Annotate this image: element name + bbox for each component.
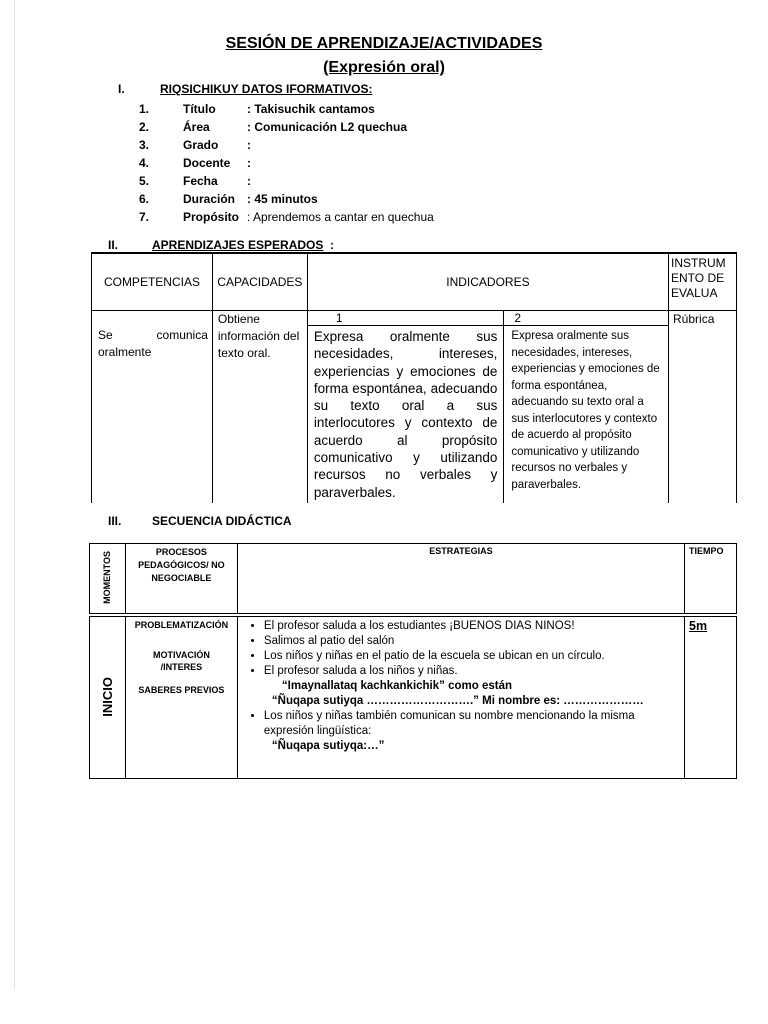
capacidad-cell: Obtiene información del texto oral. — [212, 311, 307, 503]
section1-number: I. — [118, 82, 125, 96]
header-indicadores: INDICADORES — [307, 253, 668, 311]
moment-cell — [90, 617, 126, 779]
strategy-item: • Los niños y niñas también comunican su nombre mencionando la misma expresión lingüística: — [264, 709, 680, 739]
section3-title: SECUENCIA DIDÁCTICA — [152, 514, 292, 528]
info-item: 6. Duración : 45 minutos — [139, 192, 318, 206]
proc-problematizacion: PROBLEMATIZACIÓN — [134, 620, 229, 630]
proc-motivacion: MOTIVACIÓN /INTERES — [153, 650, 210, 672]
info-item: 5. Fecha : — [139, 174, 251, 188]
phrase-name: “Ñuqapa sutiyqa ……………………….” Mi nombre es: ………………… — [271, 695, 644, 707]
page-edge — [14, 0, 15, 990]
header-instrumento: INSTRUM ENTO DE EVALUA — [669, 253, 737, 311]
section3-number: III. — [108, 514, 122, 528]
section2-colon: : — [330, 238, 334, 252]
header-momentos: MOMENTOS — [102, 551, 113, 604]
strategy-item: • Salimos al patio del salón — [264, 634, 680, 649]
section1-title: RIQSICHIKUY DATOS IFORMATIVOS: — [160, 82, 373, 96]
indicator-col-2: 2 — [504, 311, 669, 326]
indicator-2-text: Expresa oralmente sus necesidades, intereses, experiencias y emociones de forma espontánea, adecuando su texto oral a sus interlocutores y contexto de acuerdo al propósito comunicativo y utilizando recursos no verbales y paraverbales. — [504, 326, 669, 503]
info-item: 4. Docente : — [139, 156, 251, 170]
header-procesos: PROCESOS PEDAGÓGICOS/ NO NEGOCIABLE — [125, 544, 237, 614]
info-item: 1. Título : Takisuchik cantamos — [139, 102, 375, 116]
info-item: 3. Grado : — [139, 138, 251, 152]
strategy-item: • Los niños y niñas en el patio de la escuela se ubican en un círculo. — [264, 649, 680, 664]
momentos-header-cell — [90, 544, 126, 614]
learning-table — [91, 252, 737, 503]
moment-inicio: INICIO — [99, 676, 115, 717]
strategy-item: • El profesor saluda a los estudiantes ¡BUENOS DIAS NINOS! — [264, 619, 680, 634]
sequence-table — [89, 543, 737, 779]
section2-title: APRENDIZAJES ESPERADOS — [152, 238, 324, 252]
indicator-1-text: Expresa oralmente sus necesidades, intereses, experiencias y emociones de forma espontánea, adecuando su texto oral a sus interlocutores y contexto de acuerdo al propósito comunicativo y utilizando recursos no verbales y paraverbales. — [307, 326, 504, 503]
header-capacidades: CAPACIDADES — [212, 253, 307, 311]
header-tiempo: TIEMPO — [685, 544, 737, 614]
info-item: 7. Propósito : Aprendemos a cantar en quechua — [139, 210, 434, 224]
phrase-greeting: “Imaynallataq kachkankichik” como están — [281, 680, 513, 692]
proc-saberes: SABERES PREVIOS — [138, 685, 225, 695]
time-cell: 5m — [685, 617, 737, 779]
procesos-cell — [125, 617, 237, 779]
page-subtitle: (Expresión oral) — [323, 59, 445, 76]
competencia-cell: Se comunica oralmente — [92, 311, 213, 503]
header-estrategias: ESTRATEGIAS — [237, 544, 684, 614]
header-competencias: COMPETENCIAS — [92, 253, 213, 311]
page-title: SESIÓN DE APRENDIZAJE/ACTIVIDADES — [225, 35, 543, 52]
section2-number: II. — [108, 238, 119, 252]
indicator-col-1: 1 — [307, 311, 504, 326]
strategy-item: • El profesor saluda a los niños y niñas. — [264, 664, 680, 679]
strategies-cell — [237, 617, 684, 779]
phrase-name-short: “Ñuqapa sutiyqa:…” — [271, 740, 385, 752]
info-item: 2. Área : Comunicación L2 quechua — [139, 120, 408, 134]
instrument-cell: Rúbrica — [669, 311, 737, 503]
